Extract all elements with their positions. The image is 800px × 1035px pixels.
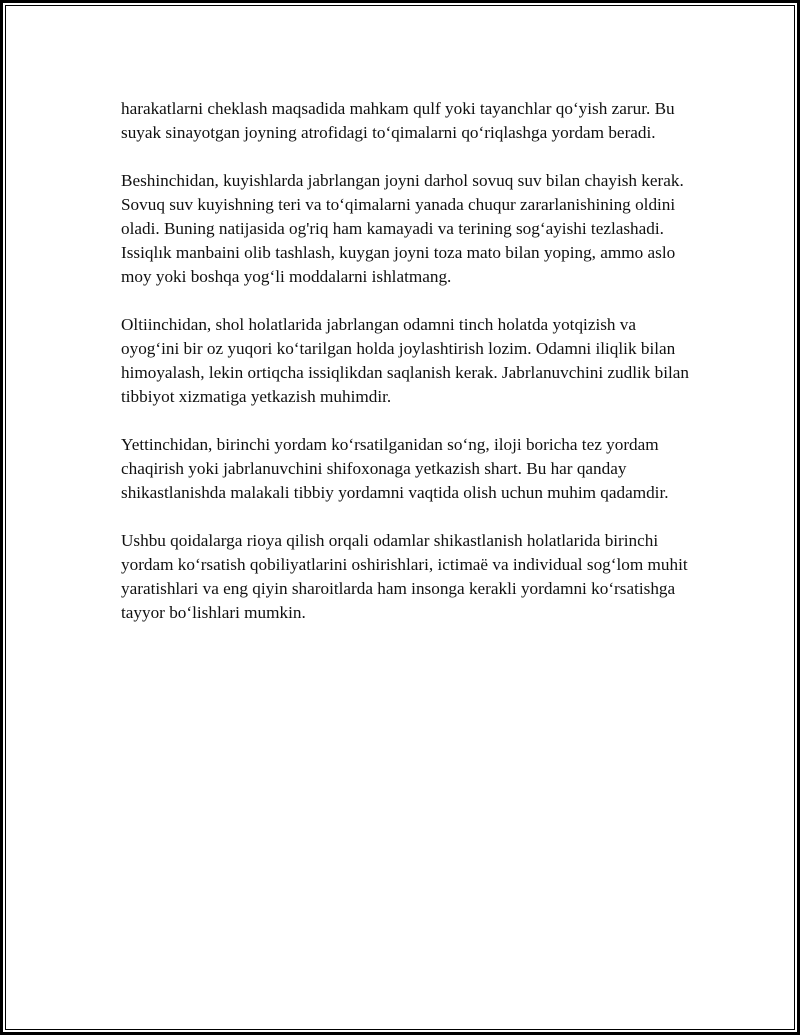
- paragraph-1: harakatlarni cheklash maqsadida mahkam qulf yoki tayanchlar qo‘yish zarur. Bu suyak sinayotgan joyning atrofidagi to‘qimalarni qo‘riqlashga yordam beradi.: [121, 99, 675, 142]
- paragraph-4: Yettinchidan, birinchi yordam ko‘rsatilganidan so‘ng, iloji boricha tez yordam chaqirish yoki jabrlanuvchini shifoxonaga yetkazish shart. Bu har qanday shikastlanishda malakali tibbiy yordamni vaqtida olish uchun muhim qadamdir.: [121, 435, 669, 502]
- document-body: [121, 97, 691, 649]
- paragraph-2: Beshinchidan, kuyishlarda jabrlangan joyni darhol sovuq suv bilan chayish kerak. Sovuq suv kuyishning teri va to‘qimalarni yanada chuqur zararlanishining oldini oladi. Buning natijasida og'riq ham kamayadi va terining sog‘ayishi tezlashadi. Issiqlık manbaini olib tashlash, kuygan joyni toza mato bilan yoping, ammo aslo moy yoki boshqa yog‘li moddalarni ishlatmang.: [121, 171, 684, 286]
- paragraph-5: Ushbu qoidalarga rioya qilish orqali odamlar shikastlanish holatlarida birinchi yordam ko‘rsatish qobiliyatlarini oshirishlari, ictimaë va individual sog‘lom muhit yaratishlari va eng qiyin sharoitlarda ham insonga kerakli yordamni ko‘rsatishga tayyor bo‘lishlari mumkin.: [121, 531, 688, 622]
- paragraph-3: Oltiinchidan, shol holatlarida jabrlangan odamni tinch holatda yotqizish va oyog‘ini bir oz yuqori ko‘tarilgan holda joylashtirish lozim. Odamni iliqlik bilan himoyalash, lekin ortiqcha issiqlikdan saqlanish kerak. Jabrlanuvchini zudlik bilan tibbiyot xizmatiga yetkazish muhimdir.: [121, 315, 690, 406]
